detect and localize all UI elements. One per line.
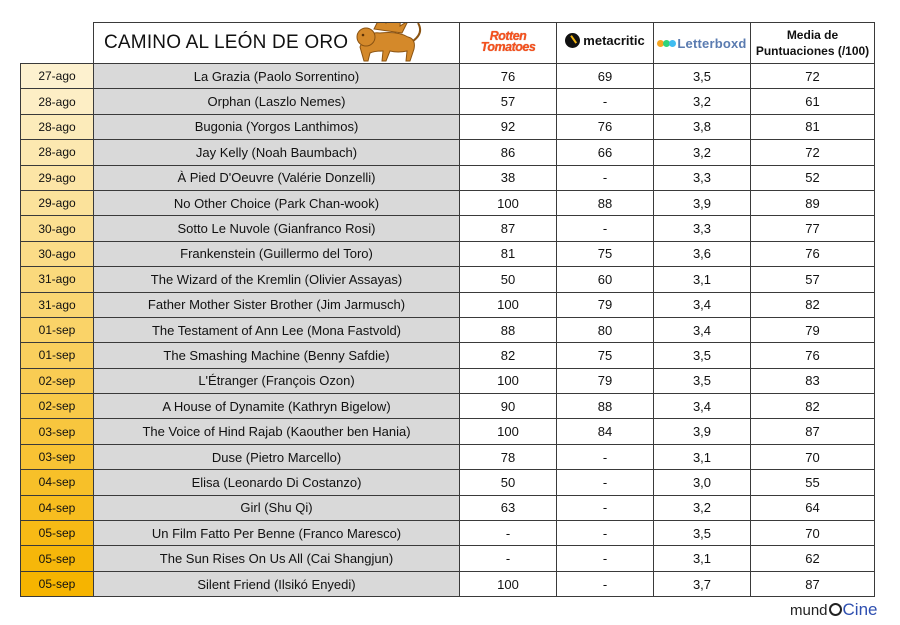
average-score: 72 (751, 140, 875, 165)
date-cell: 04-sep (21, 495, 94, 520)
golden-lion-icon (352, 23, 426, 64)
header-rotten-tomatoes (460, 23, 557, 64)
film-cell: The Sun Rises On Us All (Cai Shangjun) (94, 546, 460, 571)
metacritic-score: 88 (557, 394, 654, 419)
letterboxd-score: 3,4 (654, 394, 751, 419)
letterboxd-dot-blue (669, 40, 676, 47)
rotten-tomatoes-score: 100 (460, 419, 557, 444)
metacritic-score: - (557, 546, 654, 571)
average-score: 89 (751, 190, 875, 215)
table-row (21, 64, 875, 89)
date-cell: 31-ago (21, 292, 94, 317)
rotten-tomatoes-score: 88 (460, 317, 557, 342)
film-cell: The Wizard of the Kremlin (Olivier Assayas) (94, 267, 460, 292)
metacritic-score: - (557, 216, 654, 241)
metacritic-score: - (557, 571, 654, 596)
table-row (21, 114, 875, 139)
average-score: 76 (751, 241, 875, 266)
rotten-tomatoes-score: 92 (460, 114, 557, 139)
film-cell: Father Mother Sister Brother (Jim Jarmusch) (94, 292, 460, 317)
average-score: 72 (751, 64, 875, 89)
letterboxd-score: 3,2 (654, 89, 751, 114)
table-row (21, 216, 875, 241)
table-title: CAMINO AL LEÓN DE ORO (104, 32, 349, 53)
table-row (21, 343, 875, 368)
metacritic-score: 69 (557, 64, 654, 89)
table-row (21, 165, 875, 190)
date-cell: 30-ago (21, 241, 94, 266)
table-row (21, 444, 875, 469)
date-cell: 02-sep (21, 394, 94, 419)
rotten-tomatoes-score: 86 (460, 140, 557, 165)
date-cell: 29-ago (21, 190, 94, 215)
table-row (21, 571, 875, 596)
metacritic-score: - (557, 444, 654, 469)
header-metacritic (557, 23, 654, 64)
letterboxd-score: 3,2 (654, 140, 751, 165)
date-cell: 03-sep (21, 444, 94, 469)
header-corner (21, 23, 94, 64)
metacritic-score: 84 (557, 419, 654, 444)
average-score: 87 (751, 571, 875, 596)
average-score: 52 (751, 165, 875, 190)
metacritic-score: 75 (557, 241, 654, 266)
table-title-cell (94, 23, 460, 64)
rotten-tomatoes-score: 100 (460, 368, 557, 393)
letterboxd-score: 3,5 (654, 343, 751, 368)
letterboxd-score: 3,1 (654, 267, 751, 292)
rotten-tomatoes-score: - (460, 546, 557, 571)
letterboxd-score: 3,7 (654, 571, 751, 596)
date-cell: 02-sep (21, 368, 94, 393)
metacritic-score: 88 (557, 190, 654, 215)
metacritic-score: 76 (557, 114, 654, 139)
date-cell: 31-ago (21, 267, 94, 292)
letterboxd-score: 3,1 (654, 546, 751, 571)
header-average: Media de Puntuaciones (/100) (751, 23, 875, 64)
date-cell: 27-ago (21, 64, 94, 89)
rotten-tomatoes-score: 100 (460, 292, 557, 317)
rotten-tomatoes-score: 100 (460, 571, 557, 596)
rotten-tomatoes-score: 82 (460, 343, 557, 368)
mundocine-logo: mund Cine (790, 600, 878, 619)
date-cell: 04-sep (21, 470, 94, 495)
metacritic-score: 80 (557, 317, 654, 342)
date-cell: 28-ago (21, 140, 94, 165)
table-row (21, 394, 875, 419)
table-row (21, 495, 875, 520)
average-score: 70 (751, 444, 875, 469)
rotten-tomatoes-score: 57 (460, 89, 557, 114)
rotten-tomatoes-score: 100 (460, 190, 557, 215)
average-score: 61 (751, 89, 875, 114)
metacritic-icon (565, 33, 580, 48)
film-cell: No Other Choice (Park Chan-wook) (94, 190, 460, 215)
film-cell: Sotto Le Nuvole (Gianfranco Rosi) (94, 216, 460, 241)
film-cell: Frankenstein (Guillermo del Toro) (94, 241, 460, 266)
letterboxd-logo: Letterboxd (657, 36, 746, 51)
letterboxd-score: 3,8 (654, 114, 751, 139)
average-score: 81 (751, 114, 875, 139)
metacritic-score: - (557, 495, 654, 520)
metacritic-score: - (557, 521, 654, 546)
letterboxd-score: 3,5 (654, 368, 751, 393)
rotten-tomatoes-score: 87 (460, 216, 557, 241)
rotten-tomatoes-score: 90 (460, 394, 557, 419)
table-row (21, 89, 875, 114)
letterboxd-dots-icon (657, 40, 675, 47)
rotten-tomatoes-score: 50 (460, 470, 557, 495)
table-row (21, 241, 875, 266)
film-cell: Un Film Fatto Per Benne (Franco Maresco) (94, 521, 460, 546)
rotten-tomatoes-score: 63 (460, 495, 557, 520)
table-body (21, 64, 875, 597)
rotten-tomatoes-score: 76 (460, 64, 557, 89)
date-cell: 30-ago (21, 216, 94, 241)
film-cell: The Smashing Machine (Benny Safdie) (94, 343, 460, 368)
date-cell: 05-sep (21, 571, 94, 596)
film-cell: Bugonia (Yorgos Lanthimos) (94, 114, 460, 139)
film-cell: Elisa (Leonardo Di Costanzo) (94, 470, 460, 495)
letterboxd-score: 3,6 (654, 241, 751, 266)
letterboxd-score: 3,2 (654, 495, 751, 520)
average-score: 64 (751, 495, 875, 520)
film-cell: Girl (Shu Qi) (94, 495, 460, 520)
date-cell: 28-ago (21, 89, 94, 114)
average-score: 79 (751, 317, 875, 342)
letterboxd-score: 3,3 (654, 216, 751, 241)
metacritic-score: 79 (557, 292, 654, 317)
average-score: 77 (751, 216, 875, 241)
rotten-tomatoes-logo: Rotten Tomatoes (480, 28, 536, 54)
film-cell: Jay Kelly (Noah Baumbach) (94, 140, 460, 165)
table-row (21, 140, 875, 165)
rotten-tomatoes-score: 50 (460, 267, 557, 292)
metacritic-score: - (557, 165, 654, 190)
average-score: 83 (751, 368, 875, 393)
date-cell: 05-sep (21, 521, 94, 546)
film-reel-icon (829, 603, 842, 616)
date-cell: 29-ago (21, 165, 94, 190)
average-score: 62 (751, 546, 875, 571)
header-row (21, 23, 875, 64)
film-cell: The Testament of Ann Lee (Mona Fastvold) (94, 317, 460, 342)
average-score: 55 (751, 470, 875, 495)
average-score: 70 (751, 521, 875, 546)
metacritic-score: - (557, 89, 654, 114)
date-cell: 28-ago (21, 114, 94, 139)
letterboxd-score: 3,9 (654, 419, 751, 444)
film-cell: The Voice of Hind Rajab (Kaouther ben Hania) (94, 419, 460, 444)
table-row (21, 267, 875, 292)
table-row (21, 292, 875, 317)
film-cell: A House of Dynamite (Kathryn Bigelow) (94, 394, 460, 419)
metacritic-score: - (557, 470, 654, 495)
date-cell: 03-sep (21, 419, 94, 444)
letterboxd-score: 3,4 (654, 317, 751, 342)
film-cell: Duse (Pietro Marcello) (94, 444, 460, 469)
film-cell: Silent Friend (Ilsikó Enyedi) (94, 571, 460, 596)
table-row (21, 419, 875, 444)
average-score: 57 (751, 267, 875, 292)
letterboxd-score: 3,3 (654, 165, 751, 190)
film-cell: Orphan (Laszlo Nemes) (94, 89, 460, 114)
rotten-tomatoes-score: - (460, 521, 557, 546)
letterboxd-score: 3,0 (654, 470, 751, 495)
letterboxd-score: 3,9 (654, 190, 751, 215)
table-row (21, 546, 875, 571)
average-score: 82 (751, 394, 875, 419)
date-cell: 05-sep (21, 546, 94, 571)
average-score: 87 (751, 419, 875, 444)
date-cell: 01-sep (21, 343, 94, 368)
film-cell: À Pied D'Oeuvre (Valérie Donzelli) (94, 165, 460, 190)
date-cell: 01-sep (21, 317, 94, 342)
table-row (21, 190, 875, 215)
table-row (21, 368, 875, 393)
rotten-tomatoes-score: 78 (460, 444, 557, 469)
letterboxd-score: 3,5 (654, 64, 751, 89)
rotten-tomatoes-score: 38 (460, 165, 557, 190)
film-cell: L'Étranger (François Ozon) (94, 368, 460, 393)
letterboxd-score: 3,4 (654, 292, 751, 317)
letterboxd-score: 3,1 (654, 444, 751, 469)
metacritic-score: 66 (557, 140, 654, 165)
metacritic-score: 79 (557, 368, 654, 393)
film-cell: La Grazia (Paolo Sorrentino) (94, 64, 460, 89)
average-score: 82 (751, 292, 875, 317)
metacritic-logo: metacritic (565, 33, 644, 48)
table-row (21, 521, 875, 546)
rotten-tomatoes-score: 81 (460, 241, 557, 266)
scores-table (20, 22, 875, 597)
table-row (21, 470, 875, 495)
metacritic-score: 60 (557, 267, 654, 292)
metacritic-score: 75 (557, 343, 654, 368)
table-row (21, 317, 875, 342)
average-score: 76 (751, 343, 875, 368)
letterboxd-score: 3,5 (654, 521, 751, 546)
header-letterboxd (654, 23, 751, 64)
